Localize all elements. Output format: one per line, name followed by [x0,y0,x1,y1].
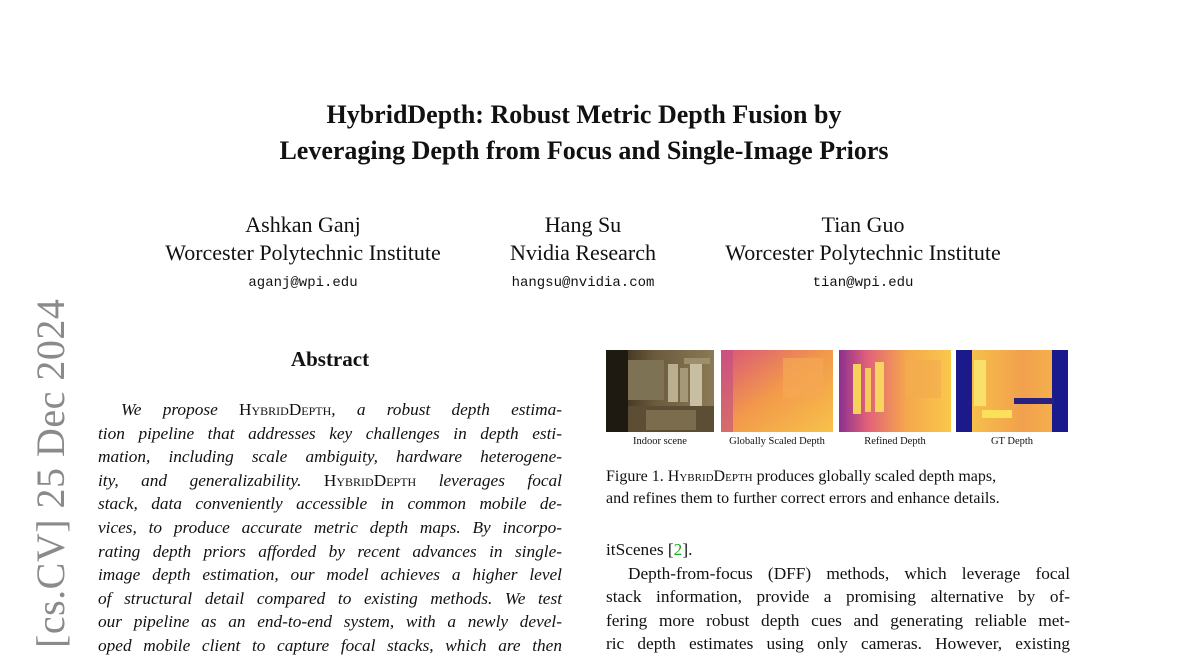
abstract-line: ity, and generalizability. HybridDepth leverages focal [98,470,562,490]
abstract-heading: Abstract [290,347,370,371]
abstract-line: mation, including scale ambiguity, hardware heterogene- [98,447,562,467]
body-line: itScenes [2]. [606,540,693,559]
figure-caption [606,466,1070,510]
figure-label-gt-depth: GT Depth [990,436,1034,447]
abstract-line: of structural detail compared to existing methods. We test [98,588,562,608]
author-email[interactable]: tian@wpi.edu [812,275,914,291]
abstract-line: We propose HybridDepth, a robust depth estima- [121,400,562,419]
author-affiliation: Nvidia Research [510,240,656,265]
figure-1-panels [606,350,1068,434]
author-email[interactable]: hangsu@nvidia.com [511,275,655,291]
author-email[interactable]: aganj@wpi.edu [248,275,358,291]
title-line-1: HybridDepth: Robust Metric Depth Fusion by [326,100,842,129]
paper-title [150,97,1018,169]
body-line: fering more robust depth cues and generating reliable met- [606,610,1070,630]
author-affiliation: Worcester Polytechnic Institute [725,240,1001,265]
body-line: stack information, provide a promising alternative by of- [606,587,1070,607]
refined-depth-image [839,350,951,432]
abstract-line: oped mobile client to capture focal stacks, which are then [98,635,562,655]
caption-line: and refines them to further correct errors and enhance details. [606,490,1000,507]
author-block-3 [708,211,1018,299]
abstract-line: image depth estimation, our model achieves a higher level [98,565,562,585]
abstract-line: rating depth priors afforded by recent advances in single- [98,541,562,561]
author-block-1 [148,211,458,299]
right-column-body [606,538,1070,656]
author-name: Ashkan Ganj [245,212,361,237]
globally-scaled-depth-image [721,350,833,432]
gt-depth-image [956,350,1068,432]
author-block-2 [483,211,683,299]
author-name: Tian Guo [821,212,905,237]
figure-label-refined-depth: Refined Depth [864,436,926,447]
citation-link[interactable]: 2 [673,540,683,559]
caption-line: Figure 1. HybridDepth produces globally scaled depth maps, [606,468,997,485]
figure-label-indoor-scene: Indoor scene [633,436,687,447]
author-name: Hang Su [544,212,622,237]
figure-label-globally-scaled-depth: Globally Scaled Depth [729,436,825,447]
abstract-line: vices, to produce accurate metric depth maps. By incorpo- [98,517,562,537]
abstract-body [98,398,562,658]
author-affiliation: Worcester Polytechnic Institute [165,240,441,265]
indoor-scene-image [606,350,714,432]
arxiv-side-stamp: [cs.CV] 25 Dec 2024 [28,298,73,648]
abstract-line: stack, data conveniently accessible in common mobile de- [98,494,562,514]
abstract-line: tion pipeline that addresses key challenges in depth esti- [98,423,562,443]
abstract-line: our pipeline as an end-to-end system, with a newly devel- [98,612,562,632]
body-line: ric depth estimates using only cameras. However, existing [606,634,1070,654]
body-line: Depth-from-focus (DFF) methods, which leverage focal [628,563,1070,583]
title-line-2: Leveraging Depth from Focus and Single-Image Priors [279,136,889,165]
